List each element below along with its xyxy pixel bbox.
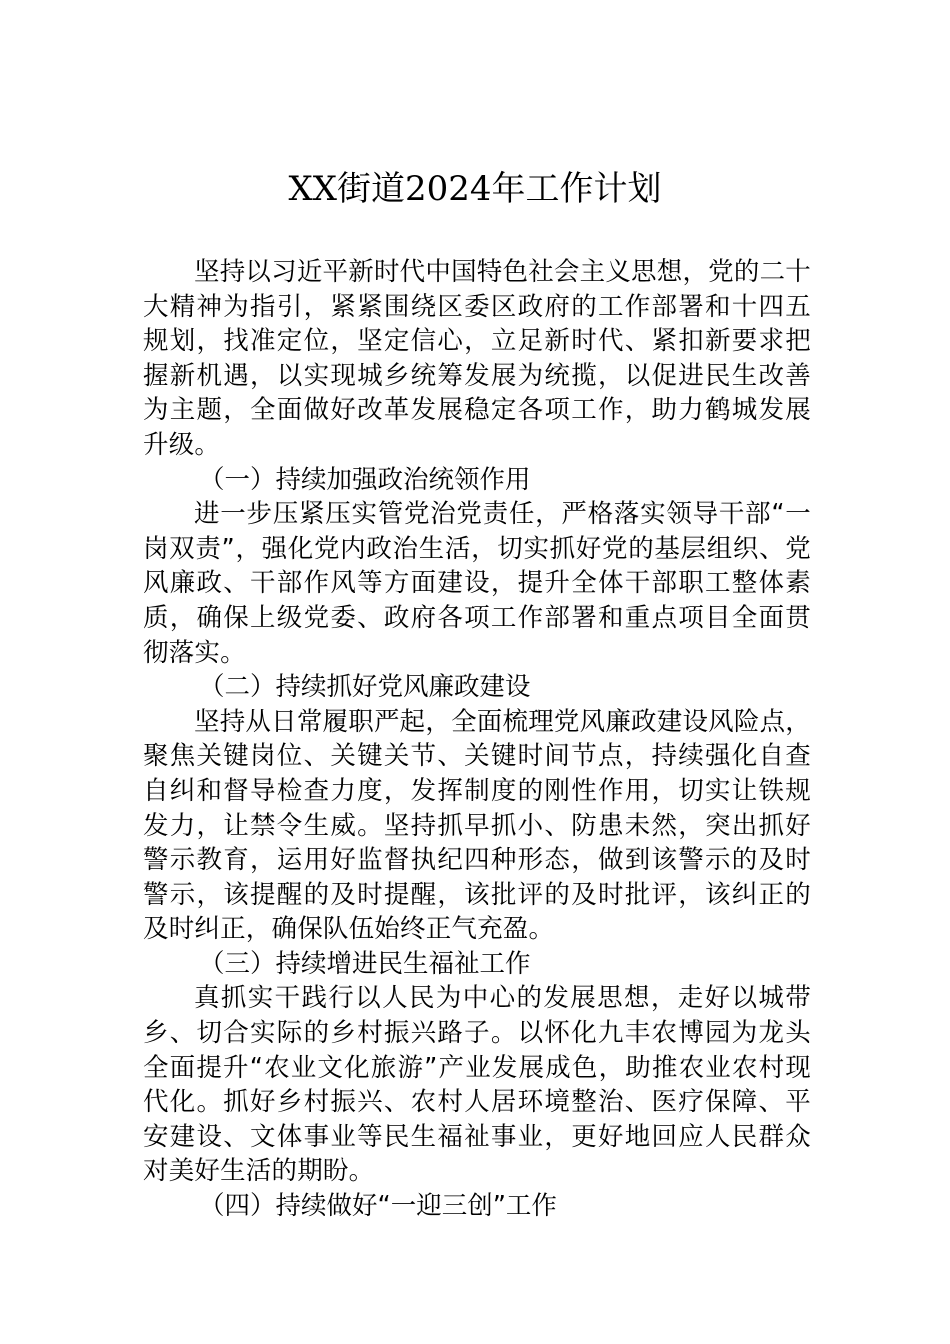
- section-heading-4: （四）持续做好“一迎三创”工作: [199, 1191, 557, 1222]
- document-body: [143, 255, 811, 1224]
- section-heading-1: （一）持续加强政治统领作用: [199, 464, 531, 495]
- section-heading-2: （二）持续抓好党风廉政建设: [199, 672, 531, 703]
- section-heading-3: （三）持续增进民生福祉工作: [199, 948, 531, 979]
- document-title: XX街道2024年工作计划: [288, 169, 662, 209]
- intro-paragraph: 坚持以习近平新时代中国特色社会主义思想，党的二十大精神为指引，紧紧围绕区委区政府的工作部署和十四五规划，找准定位，坚定信心，立足新时代、紧扣新要求把握新机遇，以实现城乡统筹发展为统揽，以促进民生改善为主题，全面做好改革发展稳定各项工作，助力鹤城发展升级。: [143, 257, 811, 460]
- section-paragraph-2: 坚持从日常履职严起，全面梳理党风廉政建设风险点，聚焦关键岗位、关键关节、关键时间节点，持续强化自查自纠和督导检查力度，发挥制度的刚性作用，切实让铁规发力，让禁令生威。坚持抓早抓小、防患未然，突出抓好警示教育，运用好监督执纪四种形态，做到该警示的及时警示，该提醒的及时提醒，该批评的及时批评，该纠正的及时纠正，确保队伍始终正气充盈。: [143, 706, 811, 945]
- section-paragraph-1: 进一步压紧压实管党治党责任，严格落实领导干部“一岗双责”，强化党内政治生活，切实抓好党的基层组织、党风廉政、干部作风等方面建设，提升全体干部职工整体素质，确保上级党委、政府各项工作部署和重点项目全面贯彻落实。: [143, 499, 811, 668]
- section-paragraph-3: 真抓实干践行以人民为中心的发展思想，走好以城带乡、切合实际的乡村振兴路子。以怀化九丰农博园为龙头全面提升“农业文化旅游”产业发展成色，助推农业农村现代化。抓好乡村振兴、农村人居环境整治、医疗保障、平安建设、文体事业等民生福祉事业，更好地回应人民群众对美好生活的期盼。: [143, 983, 811, 1187]
